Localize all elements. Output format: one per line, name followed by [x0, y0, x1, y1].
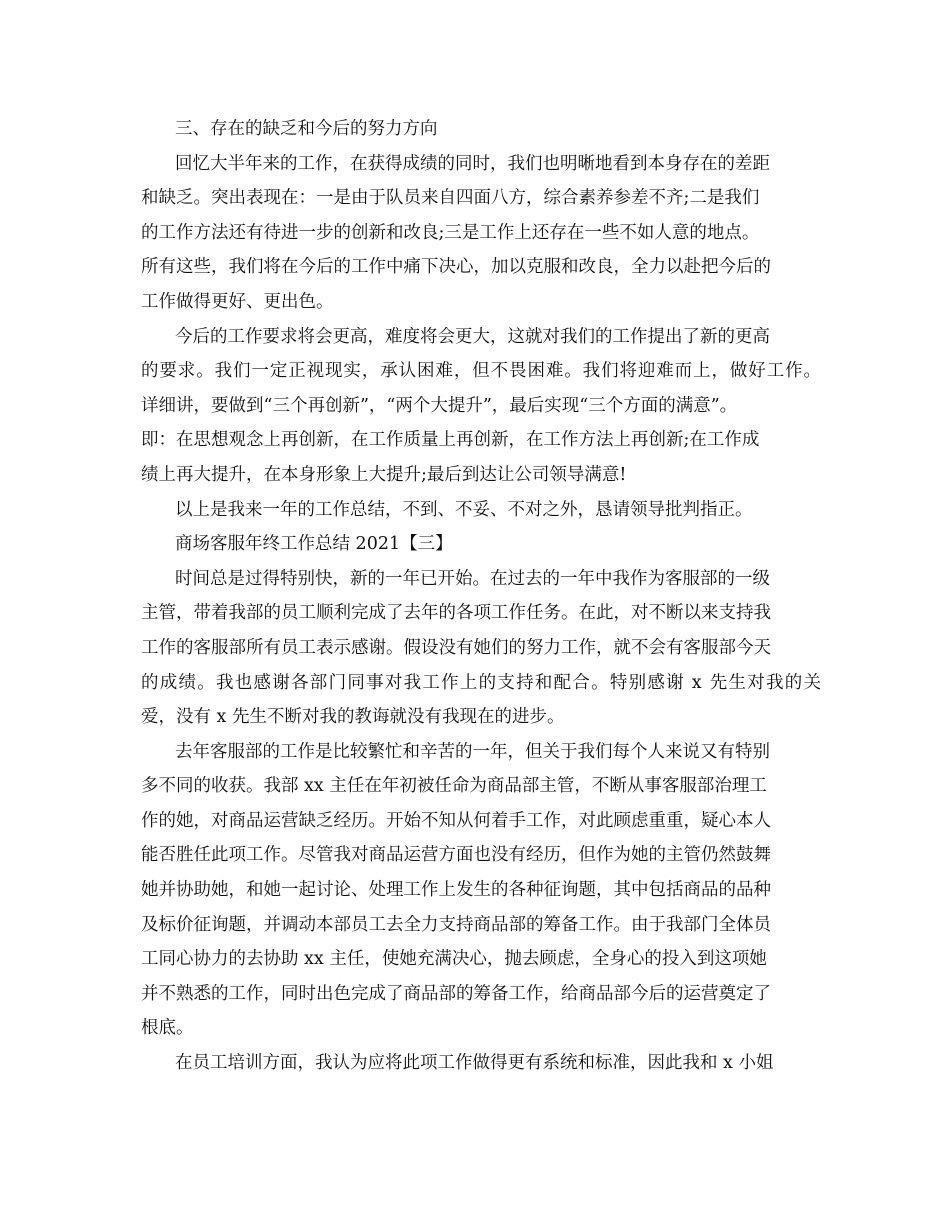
paragraph [141, 735, 821, 1046]
paragraph [141, 493, 821, 528]
text-line: 多不同的收获。我部 xx 主任在年初被任命为商品部主管，不断从事客服部治理工 [141, 776, 767, 797]
text-line: 去年客服部的工作是比较繁忙和辛苦的一年，但关于我们每个人来说又有特别 [175, 741, 770, 762]
text-line: 的工作方法还有待进一步的创新和改良;三是工作上还存在一些不如人意的地点。 [141, 222, 760, 243]
text-line: 详细讲，要做到“三个再创新”，“两个大提升”，最后实现“三个方面的满意”。 [141, 395, 738, 416]
text-line: 所有这些，我们将在今后的工作中痛下决心，加以克服和改良，全力以赴把今后的 [141, 257, 771, 278]
text-line: 的成绩。我也感谢各部门同事对我工作上的支持和配合。特别感谢 x 先生对我的关 [141, 672, 823, 693]
text-line: 作的她，对商品运营缺乏经历。开始不知从何着手工作，对此顾虑重重，疑心本人 [141, 810, 771, 831]
text-line: 回忆大半年来的工作，在获得成绩的同时，我们也明晰地看到本身存在的差距 [175, 153, 770, 174]
text-line: 工作做得更好、更出色。 [141, 291, 334, 312]
text-line: 和缺乏。突出表现在：一是由于队员来自四面八方，综合素养参差不齐;二是我们 [141, 188, 760, 209]
text-line: 主管，带着我部的员工顺利完成了去年的各项工作任务。在此，对不断以来支持我 [141, 603, 771, 624]
text-line: 三、存在的缺乏和今后的努力方向 [175, 119, 438, 139]
paragraph [141, 320, 821, 493]
text-line: 工作的客服部所有员工表示感谢。假设没有她们的努力工作，就不会有客服部今天 [141, 637, 771, 658]
paragraph [141, 527, 821, 562]
text-line: 时间总是过得特别快，新的一年已开始。在过去的一年中我作为客服部的一级 [175, 568, 770, 589]
paragraph [141, 1046, 821, 1081]
text-line: 根底。 [141, 1018, 194, 1039]
text-line: 能否胜任此项工作。尽管我对商品运营方面也没有经历，但作为她的主管仍然鼓舞 [141, 845, 771, 866]
text-line: 在员工培训方面，我认为应将此项工作做得更有系统和标准，因此我和 x 小姐 [175, 1053, 774, 1074]
text-line: 以上是我来一年的工作总结，不到、不妥、不对之外，恳请领导批判指正。 [175, 499, 753, 520]
text-line: 即：在思想观念上再创新，在工作质量上再创新，在工作方法上再创新;在工作成 [141, 430, 760, 451]
text-line: 今后的工作要求将会更高，难度将会更大，这就对我们的工作提出了新的更高 [175, 326, 770, 347]
text-line: 工同心协力的去协助 xx 主任，使她充满决心，抛去顾虑，全身心的投入到这项她 [141, 949, 767, 970]
text-line: 她并协助她，和她一起讨论、处理工作上发生的各种征询题，其中包括商品的品种 [141, 880, 771, 901]
text-line: 并不熟悉的工作，同时出色完成了商品部的筹备工作，给商品部今后的运营奠定了 [141, 983, 771, 1004]
text-line: 及标价征询题，并调动本部员工去全力支持商品部的筹备工作。由于我部门全体员 [141, 914, 771, 935]
text-line: 商场客服年终工作总结 2021【三】 [175, 534, 453, 555]
text-line: 的要求。我们一定正视现实，承认困难，但不畏困难。我们将迎难而上，做好工作。 [141, 361, 822, 382]
document-page [141, 112, 821, 1081]
paragraph [141, 147, 821, 320]
paragraph [141, 112, 821, 147]
paragraph [141, 562, 821, 735]
text-line: 爱，没有 x 先生不断对我的教诲就没有我现在的进步。 [141, 707, 565, 728]
text-line: 绩上再大提升，在本身形象上大提升;最后到达让公司领导满意! [141, 464, 627, 485]
